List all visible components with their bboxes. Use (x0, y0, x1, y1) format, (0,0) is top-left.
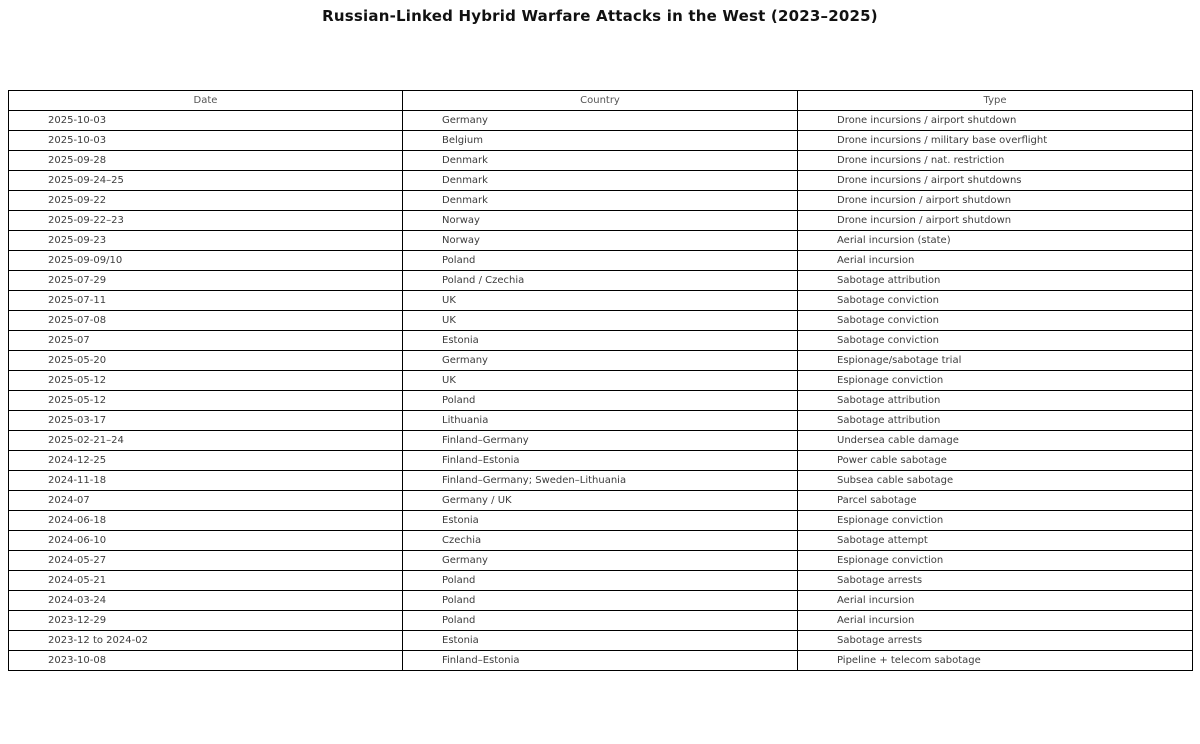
cell-type: Aerial incursion (798, 591, 1193, 611)
cell-date: 2024-05-27 (9, 551, 403, 571)
table-row (9, 451, 1193, 471)
cell-date: 2025-09-09/10 (9, 251, 403, 271)
cell-country: Finland–Estonia (403, 451, 798, 471)
page-title: Russian-Linked Hybrid Warfare Attacks in the West (2023–2025) (322, 7, 878, 25)
cell-date: 2023-12-29 (9, 611, 403, 631)
cell-type: Sabotage conviction (798, 311, 1193, 331)
table-body (9, 111, 1193, 671)
cell-type: Sabotage attribution (798, 391, 1193, 411)
table-row (9, 211, 1193, 231)
cell-type: Aerial incursion (798, 251, 1193, 271)
cell-country: Poland (403, 591, 798, 611)
cell-type: Power cable sabotage (798, 451, 1193, 471)
column-header-country: Country (403, 91, 798, 111)
cell-type: Drone incursions / nat. restriction (798, 151, 1193, 171)
cell-date: 2024-05-21 (9, 571, 403, 591)
column-header-date: Date (9, 91, 403, 111)
table-row (9, 151, 1193, 171)
table-row (9, 171, 1193, 191)
cell-date: 2025-09-22–23 (9, 211, 403, 231)
table-row (9, 291, 1193, 311)
cell-type: Sabotage conviction (798, 331, 1193, 351)
cell-country: Estonia (403, 631, 798, 651)
cell-type: Aerial incursion (798, 611, 1193, 631)
cell-country: Germany (403, 351, 798, 371)
cell-date: 2025-10-03 (9, 111, 403, 131)
table-row (9, 391, 1193, 411)
cell-date: 2023-12 to 2024-02 (9, 631, 403, 651)
cell-type: Espionage conviction (798, 371, 1193, 391)
cell-type: Subsea cable sabotage (798, 471, 1193, 491)
cell-date: 2024-07 (9, 491, 403, 511)
cell-type: Drone incursions / airport shutdown (798, 111, 1193, 131)
table-row (9, 471, 1193, 491)
cell-country: Belgium (403, 131, 798, 151)
cell-date: 2025-07-29 (9, 271, 403, 291)
cell-date: 2025-05-12 (9, 371, 403, 391)
cell-type: Drone incursion / airport shutdown (798, 191, 1193, 211)
cell-date: 2025-09-22 (9, 191, 403, 211)
cell-country: Denmark (403, 171, 798, 191)
table-row (9, 231, 1193, 251)
cell-country: Finland–Germany (403, 431, 798, 451)
table-row (9, 271, 1193, 291)
cell-type: Undersea cable damage (798, 431, 1193, 451)
cell-type: Drone incursions / military base overflight (798, 131, 1193, 151)
cell-country: Czechia (403, 531, 798, 551)
cell-country: Finland–Estonia (403, 651, 798, 671)
cell-country: Germany (403, 111, 798, 131)
table-row (9, 111, 1193, 131)
cell-country: Estonia (403, 511, 798, 531)
cell-country: Lithuania (403, 411, 798, 431)
table-row (9, 411, 1193, 431)
cell-type: Sabotage arrests (798, 631, 1193, 651)
table-row (9, 311, 1193, 331)
table-row (9, 191, 1193, 211)
cell-type: Drone incursions / airport shutdowns (798, 171, 1193, 191)
cell-type: Pipeline + telecom sabotage (798, 651, 1193, 671)
cell-type: Sabotage arrests (798, 571, 1193, 591)
table-row (9, 651, 1193, 671)
table-row (9, 331, 1193, 351)
cell-country: Norway (403, 231, 798, 251)
cell-type: Sabotage conviction (798, 291, 1193, 311)
table-row (9, 351, 1193, 371)
cell-date: 2023-10-08 (9, 651, 403, 671)
table-row (9, 251, 1193, 271)
cell-type: Espionage/sabotage trial (798, 351, 1193, 371)
cell-date: 2024-03-24 (9, 591, 403, 611)
cell-type: Parcel sabotage (798, 491, 1193, 511)
attacks-table (8, 90, 1193, 671)
table-row (9, 531, 1193, 551)
table-row (9, 491, 1193, 511)
cell-date: 2025-10-03 (9, 131, 403, 151)
cell-type: Sabotage attribution (798, 271, 1193, 291)
cell-date: 2025-02-21–24 (9, 431, 403, 451)
cell-country: Norway (403, 211, 798, 231)
cell-country: Poland (403, 391, 798, 411)
cell-date: 2025-03-17 (9, 411, 403, 431)
cell-date: 2025-07-11 (9, 291, 403, 311)
cell-type: Drone incursion / airport shutdown (798, 211, 1193, 231)
table-row (9, 551, 1193, 571)
cell-country: Finland–Germany; Sweden–Lithuania (403, 471, 798, 491)
table-row (9, 631, 1193, 651)
column-header-type: Type (798, 91, 1193, 111)
table-row (9, 611, 1193, 631)
cell-date: 2024-06-18 (9, 511, 403, 531)
cell-type: Sabotage attempt (798, 531, 1193, 551)
cell-country: Denmark (403, 191, 798, 211)
cell-date: 2024-12-25 (9, 451, 403, 471)
cell-date: 2025-05-20 (9, 351, 403, 371)
table-row (9, 591, 1193, 611)
table-row (9, 131, 1193, 151)
cell-type: Espionage conviction (798, 511, 1193, 531)
cell-country: UK (403, 371, 798, 391)
table-row (9, 371, 1193, 391)
cell-country: Poland (403, 251, 798, 271)
cell-country: UK (403, 311, 798, 331)
table-row (9, 511, 1193, 531)
cell-country: Estonia (403, 331, 798, 351)
cell-type: Sabotage attribution (798, 411, 1193, 431)
cell-country: UK (403, 291, 798, 311)
cell-country: Germany (403, 551, 798, 571)
cell-type: Aerial incursion (state) (798, 231, 1193, 251)
cell-date: 2025-05-12 (9, 391, 403, 411)
cell-date: 2025-07 (9, 331, 403, 351)
cell-date: 2024-06-10 (9, 531, 403, 551)
cell-country: Denmark (403, 151, 798, 171)
cell-type: Espionage conviction (798, 551, 1193, 571)
cell-date: 2025-07-08 (9, 311, 403, 331)
header-row (9, 91, 1193, 111)
cell-date: 2025-09-23 (9, 231, 403, 251)
cell-date: 2025-09-28 (9, 151, 403, 171)
cell-date: 2025-09-24–25 (9, 171, 403, 191)
cell-country: Poland / Czechia (403, 271, 798, 291)
cell-date: 2024-11-18 (9, 471, 403, 491)
table-row (9, 571, 1193, 591)
cell-country: Poland (403, 611, 798, 631)
table-row (9, 431, 1193, 451)
cell-country: Poland (403, 571, 798, 591)
cell-country: Germany / UK (403, 491, 798, 511)
